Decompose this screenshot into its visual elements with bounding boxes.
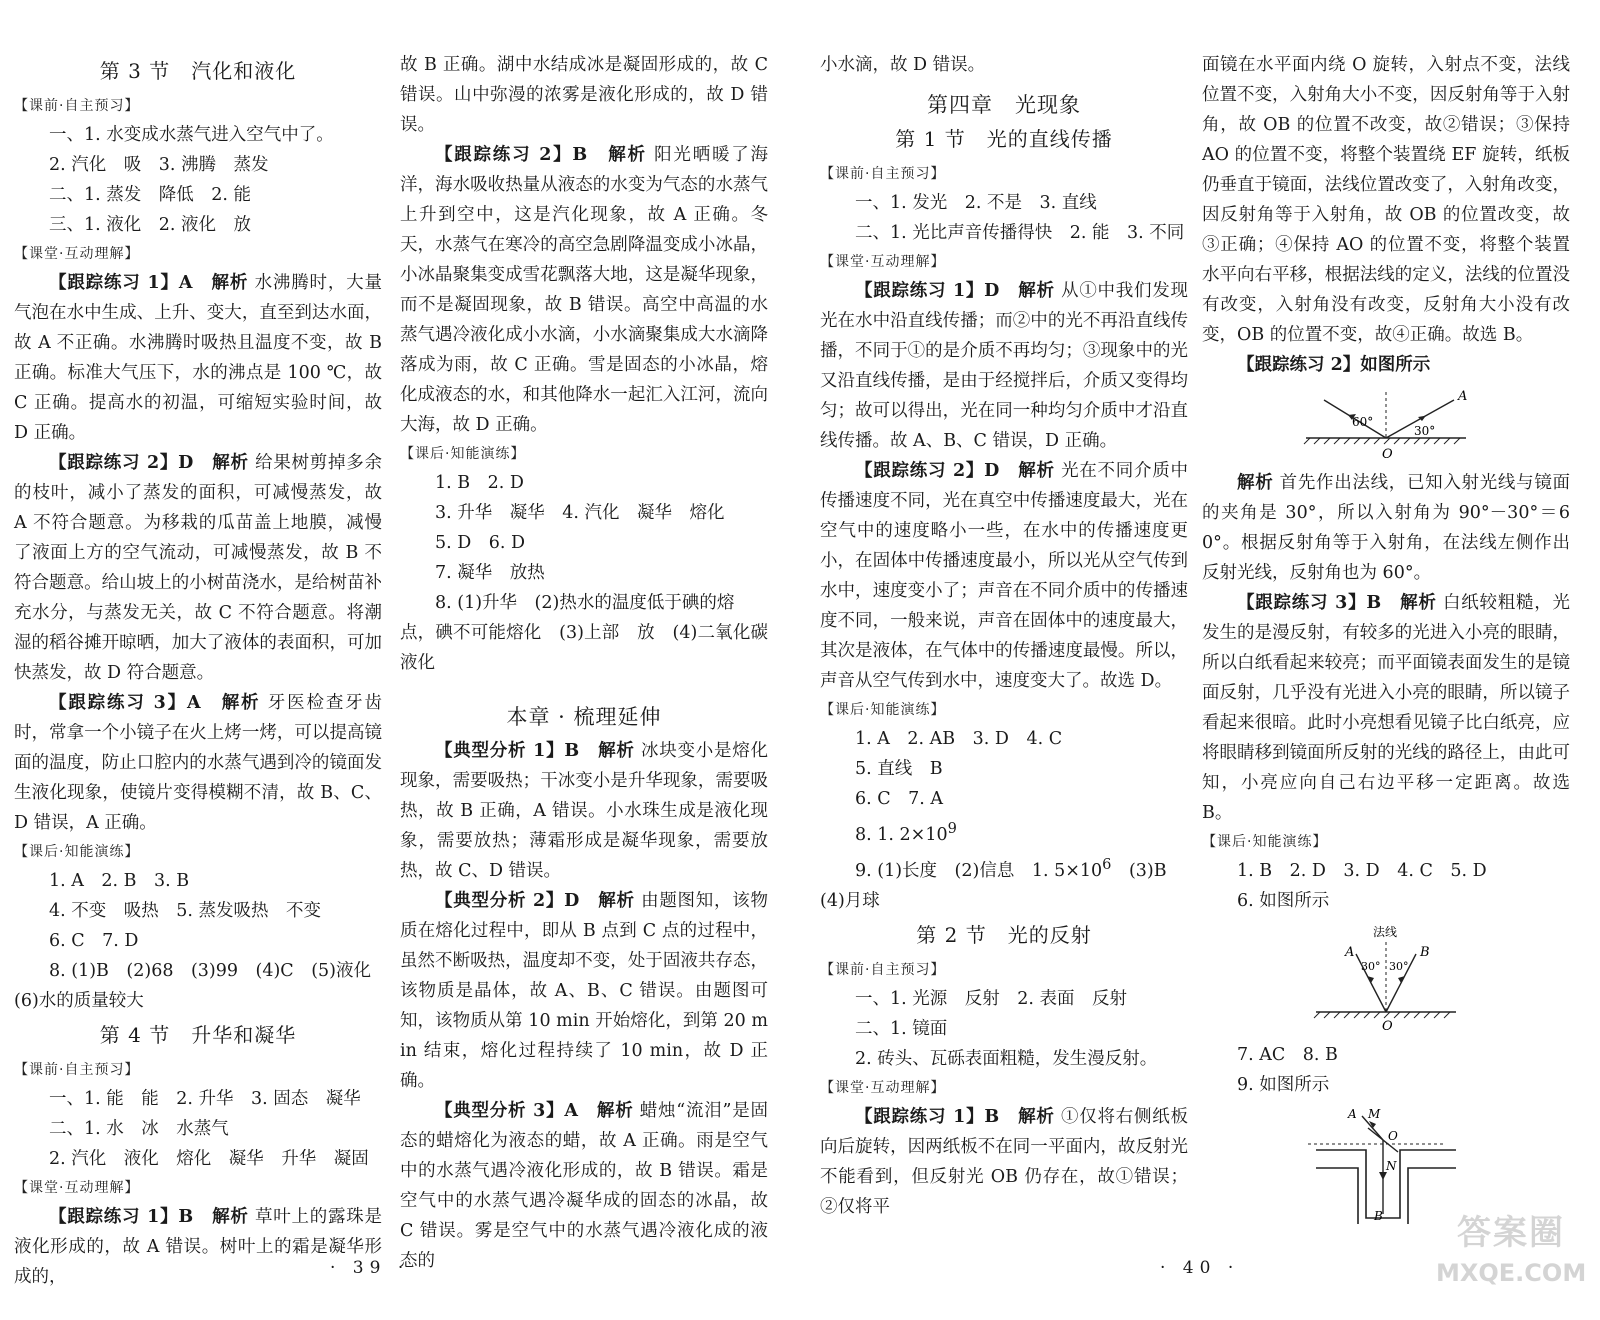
right-column-2 [1202,50,1570,1232]
answer-line: 8. (1)B (2)68 (3)99 (4)C (5)液化 [49,961,371,981]
preview-tag: 【课前·自主预习】 [820,166,946,182]
left-column-2 [400,50,786,1276]
label-o: O [1382,447,1393,462]
answer-line: 6. C 7. D [49,931,139,951]
page-number: · 40 · [1160,1258,1240,1278]
watermark-url: MXQE.COM [1436,1259,1587,1287]
label-n: N [1386,1159,1397,1173]
exercise-body: 从①中我们发现光在水中沿直线传播；而②中的光不再沿直线传播，不同于①的是介质不再均匀；③现象中的光又沿直线传播，是由于经搅拌后，介质又变得均匀；故可以得出，光在同一种均匀介质中才沿直线传播。故 A、B、C 错误，D 正确。 [820,281,1188,451]
angle-label-1: 30° [1361,960,1381,973]
arrow-a-icon [1367,976,1374,983]
analysis-paragraph [400,886,768,1096]
answer-line: 4. 不变 吸热 5. 蒸发吸热 不变 [49,901,322,921]
exercise-paragraph [820,1102,1188,1222]
answer-line: 一、1. 能 能 2. 升华 3. 固态 凝华 [49,1089,361,1109]
continued-paragraph: 故 B 正确。湖中水结成冰是凝固形成的，故 C 错误。山中弥漫的浓雾是液化形成的，故 D 错误。 [400,55,768,135]
answer-line [820,850,1188,886]
exercise-head: 【跟踪练习 2】如图所示 [1237,355,1431,375]
answer-line: 1. A 2. B 3. B [49,871,190,891]
answer-line: 点，碘不可能熔化 (3)上部 放 (4)二氧化碳 液化 [400,623,786,673]
exercise-paragraph [14,448,382,688]
section-1-title: 第 1 节 光的直线传播 [895,127,1113,151]
analysis-head: 【典型分析 1】B 解析 [435,741,635,761]
answer-8-text: 8. 1. 2×10 [855,824,948,845]
answer-line: 二、1. 水 冰 水蒸气 [49,1119,229,1139]
exercise-body: 阳光晒暖了海洋，海水吸收热量从液态的水变为气态的水蒸气上升到空中，这是汽化现象，故 A 正确。冬天，水蒸气在寒冷的高空急剧降温变成小冰晶，小冰晶聚集变成雪花飘落大地，这是凝华现象，而不是凝固现象，故 B 错误。高空中高温的水蒸气遇冷液化成小水滴，小水滴聚集成大水滴降落成为雨，故 C 正确。雪是固态的小冰晶，熔化成液态的水，和其他降水一起汇入江河，流向大海，故 D 正确。 [400,145,768,435]
exercise-paragraph [14,1202,382,1292]
analysis-body: 冰块变小是熔化现象，需要吸热；干冰变小是升华现象，需要吸热，故 B 正确，A 错误。小水珠生成是液化现象，需要放热；薄霜形成是凝华现象，需要放热，故 C、D 错误。 [400,741,768,881]
answer-line: 1. A 2. AB 3. D 4. C [855,729,1063,749]
answer-line: 二、1. 蒸发 降低 2. 能 [49,185,252,205]
answer-line: 三、1. 液化 2. 液化 放 [49,215,252,235]
exercise-head: 【跟踪练习 3】B 解析 [1237,593,1437,613]
after-tag: 【课后·知能演练】 [14,844,140,860]
tube-inner [1316,1168,1456,1224]
exercise-paragraph [400,140,768,440]
exercise-paragraph [1202,350,1570,380]
left-column-1 [14,52,382,1292]
answer-line: 二、1. 光比声音传播得快 2. 能 3. 不同 [855,223,1185,243]
continued-paragraph: 小水滴，故 D 错误。 [820,55,986,75]
label-o: O [1388,1129,1398,1143]
after-tag: 【课后·知能演练】 [820,702,946,718]
exercise-body: 水沸腾时，大量气泡在水中生成、上升、变大，直至到达水面，故 A 不正确。水沸腾时吸热且温度不变，故 B 正确。标准大气压下，水的沸点是 100 ℃，故 C 正确。提高水的初温，可缩短实验时间，故 D 正确。 [14,273,382,443]
answer-line: 5. D 6. D [435,533,526,553]
class-tag: 【课堂·互动理解】 [820,254,946,270]
answer-line: (4)月球 [820,890,880,911]
analysis-head: 解析 [1237,473,1274,493]
section-3-title: 第 3 节 汽化和液化 [99,59,297,83]
answer-line: 一、1. 光源 反射 2. 表面 反射 [855,988,1128,1009]
analysis-paragraph [1202,468,1570,588]
exercise-head: 【跟踪练习 1】A 解析 [49,273,249,293]
answer-line: 二、1. 镜面 [855,1018,948,1039]
answer-line [820,814,1188,850]
answer-line: 一、1. 发光 2. 不是 3. 直线 [855,193,1097,213]
mirror-hatching [1314,1012,1450,1018]
answer-line: 2. 砖头、瓦砾表面粗糙，发生漫反射。 [855,1048,1158,1069]
label-a: A [1458,389,1468,404]
answer-9-text: 9. (1)长度 (2)信息 1. 5×10 [855,860,1103,881]
answer-line: 2. 汽化 液化 熔化 凝华 升华 凝固 [49,1149,369,1169]
exercise-body: 光在不同介质中传播速度不同，光在真空中传播速度最大，光在空气中的速度略小一些，在水中的传播速度更小，在固体中传播速度最小，所以光从空气传到水中，速度变小了；声音在不同介质中的传播速度不同，一般来说，声音在固体中的速度最大，其次是液体，在气体中的传播速度最慢。所以，声音从空气传到水中，速度变大了。故选 D。 [820,461,1188,691]
right-column-1 [820,50,1188,1222]
exercise-head: 【跟踪练习 3】A 解析 [49,693,261,713]
exercise-head: 【跟踪练习 1】B 解析 [49,1207,249,1227]
answer-line: 3. 升华 凝华 4. 汽化 凝华 熔化 [435,503,725,523]
label-b: B [1420,945,1430,960]
watermark-logo [1436,1208,1586,1300]
exercise-paragraph [820,456,1188,696]
class-tag: 【课堂·互动理解】 [14,1180,140,1196]
exercise-body: 给果树剪掉多余的枝叶，减小了蒸发的面积，可减慢蒸发，故 A 不符合题意。为移栽的瓜苗盖上地膜，减慢了液面上方的空气流动，可减慢蒸发，故 B 不符合题意。给山坡上的小树苗浇水，是给树苗补充水分，与蒸发无关，故 C 不符合题意。将潮湿的稻谷摊开晾晒，加大了液体的表面积，可加快蒸发，故 D 符合题意。 [14,453,382,683]
preview-tag: 【课前·自主预习】 [820,961,946,978]
answer-9-suffix: (3)B [1111,860,1167,881]
answer-line: 7. AC 8. B [1237,1045,1338,1065]
page-number: · 39 · [330,1258,410,1278]
reflection-figure-1 [1286,386,1486,462]
label-a: A [1345,945,1355,960]
exercise-head: 【跟踪练习 2】D 解析 [855,461,1055,481]
answer-line: 6. 如图所示 [1237,891,1330,911]
exercise-paragraph [1202,588,1570,828]
answer-line: 6. C 7. A [855,789,944,809]
watermark-text: 答案圈 [1457,1213,1565,1253]
after-tag: 【课后·知能演练】 [400,446,526,462]
answer-line: (6)水的质量较大 [14,991,144,1011]
analysis-body: 首先作出法线，已知入射光线与镜面的夹角是 30°，所以入射角为 90°－30°＝60°。根据反射角等于入射角，在法线左侧作出反射光线，反射角也为 60°。 [1202,473,1571,583]
exercise-head: 【跟踪练习 1】B 解析 [855,1106,1055,1127]
label-o: O [1382,1019,1393,1034]
answer-line: 一、1. 水变成水蒸气进入空气中了。 [49,125,334,145]
angle-label-2: 30° [1414,424,1436,438]
answer-line: 2. 汽化 吸 3. 沸腾 蒸发 [49,155,269,175]
answer-line: 1. B 2. D [435,473,524,493]
preview-tag: 【课前·自主预习】 [14,98,140,114]
exercise-body: 白纸较粗糙，光发生的是漫反射，有较多的光进入小亮的眼睛，所以白纸看起来较亮；而平面镜表面发生的是镜面反射，几乎没有光进入小亮的眼睛，所以镜子看起来很暗。此时小亮想看见镜子比白纸亮，应将眼睛移到镜面所反射的光线的路径上，由此可知，小亮应向自己右边平移一定距离。故选 B。 [1202,593,1570,823]
page-40 [800,0,1600,1320]
reflection-figure-2 [1301,922,1471,1034]
answer-8-exponent: 9 [947,820,957,837]
answer-line: 5. 直线 B [855,759,943,779]
after-tag: 【课后·知能演练】 [1202,834,1328,850]
section-2-title: 第 2 节 光的反射 [916,922,1092,947]
preview-tag: 【课前·自主预习】 [14,1062,140,1078]
answer-line: 8. (1)升华 (2)热水的温度低于碘的熔 [435,593,735,613]
exercise-body: 草叶上的露珠是液化形成的，故 A 错误。树叶上的霜是凝华形成的， [14,1207,382,1287]
class-tag: 【课堂·互动理解】 [14,246,140,262]
angle-label-2: 30° [1389,960,1409,973]
analysis-head: 【典型分析 3】A 解析 [435,1101,634,1121]
exercise-paragraph [14,688,382,838]
angle-label-1: 60° [1352,415,1374,429]
arrow-down-icon [1379,1172,1387,1180]
exercise-head: 【跟踪练习 2】D 解析 [49,453,249,473]
continued-paragraph: 面镜在水平面内绕 O 旋转，入射点不变，法线位置不变，入射角大小不变，因反射角等于入射角，故 OB 的位置不改变，故②错误；③保持 AO 的位置不变，将整个装置绕 EF 旋转，纸板仍垂直于镜面，法线位置改变了，入射角改变，因反射角等于入射角，故 OB 的位置改变，故③正确；④保持 AO 的位置不变，将整个装置水平向右平移，根据法线的定义，法线的位置没有改变，入射角没有改变，反射角大小没有改变，OB 的位置不变，故④正确。故选 B。 [1202,55,1570,345]
exercise-paragraph [14,268,382,448]
arrow-b-icon [1398,976,1405,983]
label-b: B [1374,1209,1383,1223]
label-a: A [1348,1107,1357,1121]
exercise-head: 【跟踪练习 1】D 解析 [855,281,1055,301]
exercise-paragraph [820,276,1188,456]
analysis-body: 蜡烛“流泪”是固态的蜡熔化为液态的蜡，故 A 正确。雨是空气中的水蒸气遇冷液化形成的，故 B 错误。霜是空气中的水蒸气遇冷凝华成的固态的冰晶，故 C 错误。雾是空气中的水蒸气遇冷液化成的液态的 [400,1101,768,1271]
label-m: M [1368,1107,1381,1121]
analysis-head: 【典型分析 2】D 解析 [435,891,635,911]
answer-line: 1. B 2. D 3. D 4. C 5. D [1237,861,1487,881]
exercise-head: 【跟踪练习 2】B 解析 [435,145,647,165]
class-tag: 【课堂·互动理解】 [820,1079,946,1096]
analysis-body: 由题图知，该物质在熔化过程中，即从 B 点到 C 点的过程中，虽然不断吸热，温度却不变，处于固液共存态，该物质是晶体，故 A、B、C 错误。由题图可知，该物质从第 10 min 开始熔化，到第 20 min 结束，熔化过程持续了 10 min，故 D 正确。 [400,891,768,1091]
analysis-paragraph [400,736,768,886]
section-4-title: 第 4 节 升华和凝华 [99,1023,297,1047]
exercise-body: 牙医检查牙齿时，常拿一个小镜子在火上烤一烤，可以提高镜面的温度，防止口腔内的水蒸气遇到冷的镜面发生液化现象，使镜片变得模糊不清，故 B、C、D 错误，A 正确。 [14,693,382,833]
analysis-paragraph [400,1096,768,1276]
chapter-title: 第四章 光现象 [927,93,1081,117]
chapter-summary-title: 本章 · 梳理延伸 [506,705,662,729]
exercise-body: ①仅将右侧纸板向后旋转，因两纸板不在同一平面内，故反射光不能看到，但反射光 OB 仍存在，故①错误；②仅将平 [820,1106,1188,1217]
answer-line: 7. 凝华 放热 [435,563,545,583]
answer-9-exponent: 6 [1102,855,1112,873]
answer-line: 9. 如图所示 [1237,1075,1330,1095]
mirror-hatching [1304,438,1460,444]
normal-label: 法线 [1373,925,1398,939]
